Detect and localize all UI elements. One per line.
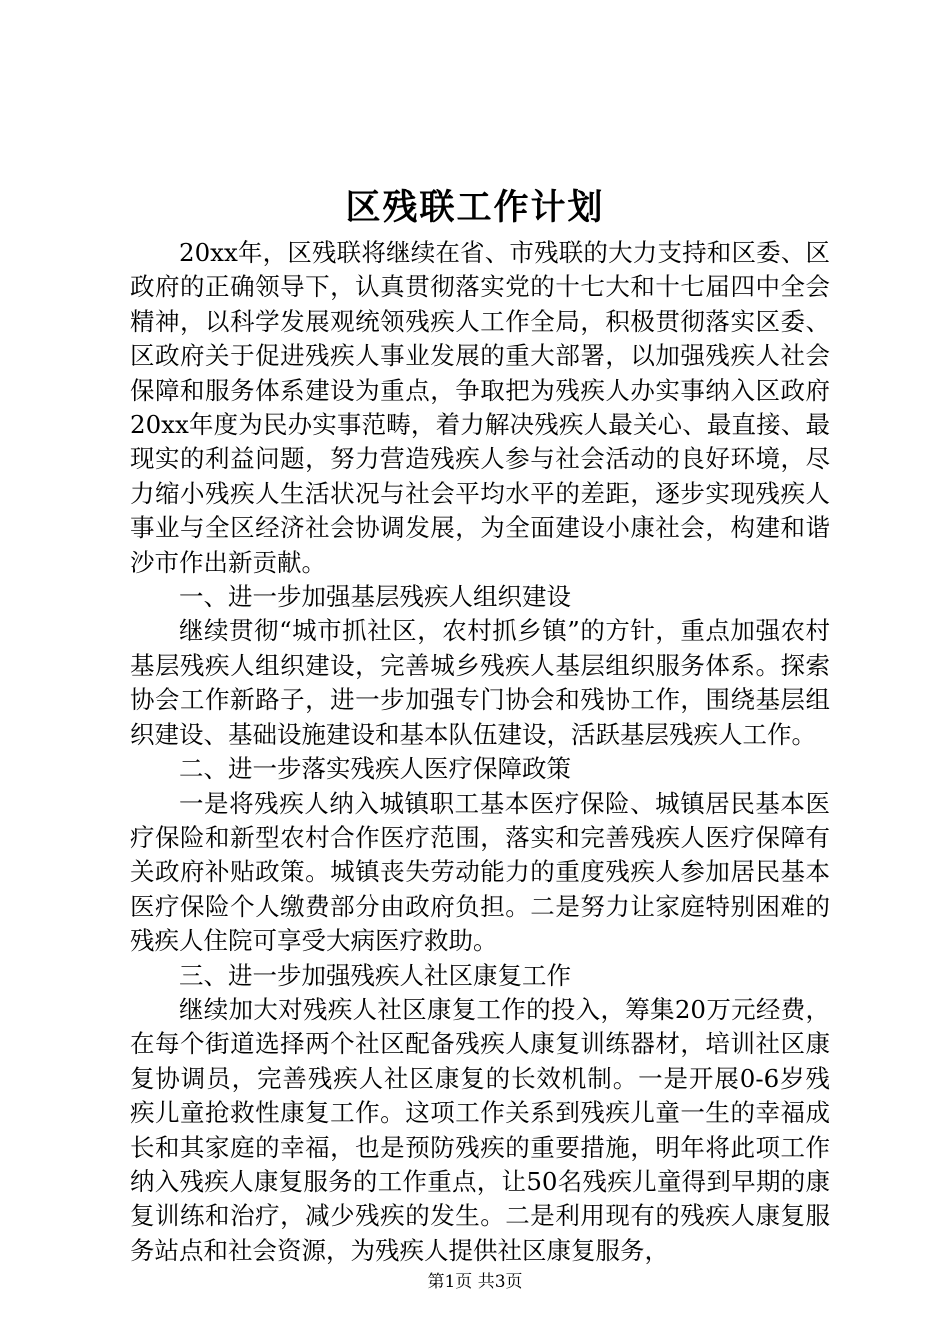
intro-paragraph: 20xx年，区残联将继续在省、市残联的大力支持和区委、区政府的正确领导下，认真贯彻落实党的十七大和十七届四中全会精神，以科学发展观统领残疾人工作全局，积极贯彻落实区委、区政府关于促进残疾人事业发展的重大部署，以加强残疾人社会保障和服务体系建设为重点，争取把为残疾人办实事纳入区政府20xx年度为民办实事范畴，着力解决残疾人最关心、最直接、最现实的利益问题，努力营造残疾人参与社会活动的良好环境，尽力缩小残疾人生活状况与社会平均水平的差距，逐步实现残疾人事业与全区经济社会协调发展，为全面建设小康社会，构建和谐沙市作出新贡献。 [130,238,830,577]
section-heading-2: 二、进一步落实残疾人医疗保障政策 [179,754,571,784]
document-title: 区残联工作计划 [345,187,605,228]
section-heading-3: 三、进一步加强残疾人社区康复工作 [179,960,571,990]
section-heading-1: 一、进一步加强基层残疾人组织建设 [179,582,571,612]
section-paragraph-1: 继续贯彻“城市抓社区，农村抓乡镇”的方针，重点加强农村基层残疾人组织建设，完善城乡残疾人基层组织服务体系。探索协会工作新路子，进一步加强专门协会和残协工作，围绕基层组织建设、基础设施建设和基本队伍建设，活跃基层残疾人工作。 [130,616,830,749]
document-body [130,236,830,1268]
page-footer: 第1页 共3页 [427,1272,523,1292]
section-paragraph-2: 一是将残疾人纳入城镇职工基本医疗保险、城镇居民基本医疗保险和新型农村合作医疗范围，落实和完善残疾人医疗保障有关政府补贴政策。城镇丧失劳动能力的重度残疾人参加居民基本医疗保险个人缴费部分由政府负担。二是努力让家庭特别困难的残疾人住院可享受大病医疗救助。 [130,788,830,956]
section-paragraph-3: 继续加大对残疾人社区康复工作的投入，筹集20万元经费，在每个街道选择两个社区配备残疾人康复训练器材，培训社区康复协调员，完善残疾人社区康复的长效机制。一是开展0-6岁残疾儿童抢救性康复工作。这项工作关系到残疾儿童一生的幸福成长和其家庭的幸福，也是预防残疾的重要措施，明年将此项工作纳入残疾人康复服务的工作重点，让50名残疾儿童得到早期的康复训练和治疗，减少残疾的发生。二是利用现有的残疾人康复服务站点和社会资源，为残疾人提供社区康复服务， [130,994,830,1265]
